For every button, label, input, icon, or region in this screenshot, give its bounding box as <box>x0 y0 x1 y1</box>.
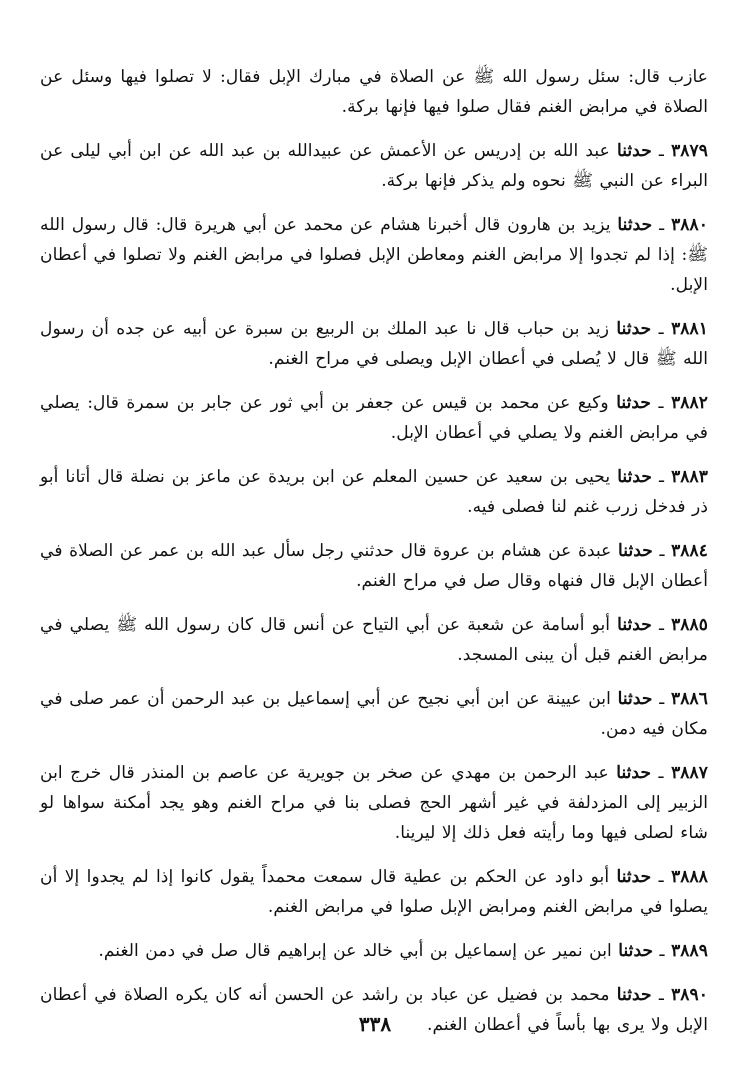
page-number: ٣٣٨ <box>358 1012 392 1036</box>
hadith-lead: حدثنا <box>617 689 653 709</box>
page-body <box>40 62 708 1054</box>
hadith-3879: ٣٨٧٩ ـ حدثنا عبد الله بن إدريس عن الأعمش عن عبيدالله بن عبد الله عن ابن أبي ليلى عن البراء عن النبي ﷺ نحوه ولم يذكر فإنها بركة. <box>40 141 708 191</box>
intro-text: عازب قال: سئل رسول الله ﷺ عن الصلاة في مبارك الإبل فقال: لا تصلوا فيها وسئل عن الصلاة في مرابض الغنم فقال صلوا فيها فإنها بركة. <box>40 67 708 117</box>
hadith-text: عبد الله بن إدريس عن الأعمش عن عبيدالله بن عبد الله عن ابن أبي ليلى عن البراء عن النبي ﷺ نحوه ولم يذكر فإنها بركة. <box>40 141 708 191</box>
hadith-text: أبو أسامة عن شعبة عن أبي التياح عن أنس قال كان رسول الله ﷺ يصلي في مرابض الغنم قبل أن يبنى المسجد. <box>40 615 708 665</box>
hadith-lead: حدثنا <box>616 141 652 161</box>
hadith-number: ٣٨٨٨ <box>671 867 708 887</box>
hadith-3881: ٣٨٨١ ـ حدثنا زيد بن حباب قال نا عبد الملك بن الربيع بن سبرة عن أبيه عن جده أن رسول الله ﷺ قال لا يُصلى في أعطان الإبل ويصلى في مراح الغنم. <box>40 319 708 369</box>
hadith-lead: حدثنا <box>617 467 653 487</box>
hadith-3883: ٣٨٨٣ ـ حدثنا يحيى بن سعيد عن حسين المعلم عن ابن بريدة عن ماعز بن نضلة قال أتانا أبو ذر فدخل زرب غنم لنا فصلى فيه. <box>40 467 709 517</box>
hadith-text: عبد الرحمن بن مهدي عن صخر بن جويرية عن عاصم بن المنذر قال خرج ابن الزبير إلى المزدلفة في غير أشهر الحج فصلى بنا في مراح الغنم وهو يجد أمكنة سواها لو شاء لصلى فيها وما رأيته فعل ذلك إلا ليرينا. <box>40 763 708 843</box>
hadith-number: ٣٨٨٦ <box>671 689 708 709</box>
hadith-number: ٣٨٨٢ <box>671 393 708 413</box>
hadith-text: ابن عيينة عن ابن أبي نجيح عن أبي إسماعيل بن عبد الرحمن أن عمر صلى في مكان فيه دمن. <box>40 689 708 739</box>
hadith-3888: ٣٨٨٨ ـ حدثنا أبو داود عن الحكم بن عطية قال سمعت محمداً يقول كانوا إذا لم يجدوا إلا أن يصلوا في مرابض الغنم ومرابض الإبل صلوا في مرابض الغنم. <box>40 867 708 917</box>
hadith-number: ٣٨٩٠ <box>671 985 709 1005</box>
hadith-lead: حدثنا <box>616 319 652 339</box>
hadith-text: يحيى بن سعيد عن حسين المعلم عن ابن بريدة عن ماعز بن نضلة قال أتانا أبو ذر فدخل زرب غنم لنا فصلى فيه. <box>40 467 708 517</box>
hadith-lead: حدثنا <box>616 393 652 413</box>
hadith-3887: ٣٨٨٧ ـ حدثنا عبد الرحمن بن مهدي عن صخر بن جويرية عن عاصم بن المنذر قال خرج ابن الزبير إلى المزدلفة في غير أشهر الحج فصلى بنا في مراح الغنم وهو يجد أمكنة سواها لو شاء لصلى فيها وما رأيته فعل ذلك إلا ليرينا. <box>40 763 708 843</box>
hadith-text: عبدة عن هشام بن عروة قال حدثني رجل سأل عبد الله بن عمر عن الصلاة في أعطان الإبل قال فنهاه وقال صل في مراح الغنم. <box>40 541 708 591</box>
hadith-3885: ٣٨٨٥ ـ حدثنا أبو أسامة عن شعبة عن أبي التياح عن أنس قال كان رسول الله ﷺ يصلي في مرابض الغنم قبل أن يبنى المسجد. <box>40 615 708 665</box>
hadith-number: ٣٨٨٥ <box>671 615 708 635</box>
hadith-3882: ٣٨٨٢ ـ حدثنا وكيع عن محمد بن قيس عن جعفر بن أبي ثور عن جابر بن سمرة قال: يصلي في مرابض الغنم ولا يصلي في أعطان الإبل. <box>40 393 708 443</box>
hadith-lead: حدثنا <box>616 763 652 783</box>
hadith-number: ٣٨٨٧ <box>671 763 708 783</box>
intro-paragraph <box>40 62 708 122</box>
hadith-number: ٣٨٨٤ <box>671 541 708 561</box>
hadith-number: ٣٨٨٩ <box>671 941 708 961</box>
hadith-number: ٣٨٨٠ <box>671 215 708 235</box>
hadith-text: أبو داود عن الحكم بن عطية قال سمعت محمداً يقول كانوا إذا لم يجدوا إلا أن يصلوا في مرابض الغنم ومرابض الإبل صلوا في مرابض الغنم. <box>40 867 708 917</box>
hadith-text: ابن نمير عن إسماعيل بن أبي خالد عن إبراهيم قال صل في دمن الغنم. <box>98 941 612 961</box>
hadith-lead: حدثنا <box>616 867 652 887</box>
hadith-text: يزيد بن هارون قال أخبرنا هشام عن محمد عن أبي هريرة قال: قال رسول الله ﷺ: إذا لم تجدوا إلا مرابض الغنم ومعاطن الإبل فصلوا في مرابض الغنم ولا تصلوا في أعطان الإبل. <box>40 215 708 295</box>
hadith-3889: ٣٨٨٩ ـ حدثنا ابن نمير عن إسماعيل بن أبي خالد عن إبراهيم قال صل في دمن الغنم. <box>98 941 708 961</box>
hadith-number: ٣٨٧٩ <box>671 141 708 161</box>
hadith-text: محمد بن فضيل عن عباد بن راشد عن الحسن أنه كان يكره الصلاة في أعطان الإبل ولا يرى بها بأساً في أعطان الغنم. <box>40 985 708 1035</box>
hadith-lead: حدثنا <box>618 941 654 961</box>
hadith-lead: حدثنا <box>616 985 652 1005</box>
hadith-3880: ٣٨٨٠ ـ حدثنا يزيد بن هارون قال أخبرنا هشام عن محمد عن أبي هريرة قال: قال رسول الله ﷺ: إذا لم تجدوا إلا مرابض الغنم ومعاطن الإبل فصلوا في مرابض الغنم ولا تصلوا في أعطان الإبل. <box>40 215 708 295</box>
hadith-lead: حدثنا <box>617 615 652 635</box>
hadith-text: زيد بن حباب قال نا عبد الملك بن الربيع بن سبرة عن أبيه عن جده أن رسول الله ﷺ قال لا يُصلى في أعطان الإبل ويصلى في مراح الغنم. <box>40 319 708 369</box>
hadith-lead: حدثنا <box>617 215 653 235</box>
hadith-3886: ٣٨٨٦ ـ حدثنا ابن عيينة عن ابن أبي نجيح عن أبي إسماعيل بن عبد الرحمن أن عمر صلى في مكان فيه دمن. <box>40 689 708 739</box>
hadith-3890: ٣٨٩٠ ـ حدثنا محمد بن فضيل عن عباد بن راشد عن الحسن أنه كان يكره الصلاة في أعطان الإبل ولا يرى بها بأساً في أعطان الغنم. <box>40 985 709 1035</box>
hadith-number: ٣٨٨٣ <box>671 467 709 487</box>
hadith-number: ٣٨٨١ <box>671 319 708 339</box>
hadith-3884: ٣٨٨٤ ـ حدثنا عبدة عن هشام بن عروة قال حدثني رجل سأل عبد الله بن عمر عن الصلاة في أعطان الإبل قال فنهاه وقال صل في مراح الغنم. <box>40 541 708 591</box>
hadith-text: وكيع عن محمد بن قيس عن جعفر بن أبي ثور عن جابر بن سمرة قال: يصلي في مرابض الغنم ولا يصلي في أعطان الإبل. <box>40 393 708 443</box>
hadith-lead: حدثنا <box>618 541 653 561</box>
